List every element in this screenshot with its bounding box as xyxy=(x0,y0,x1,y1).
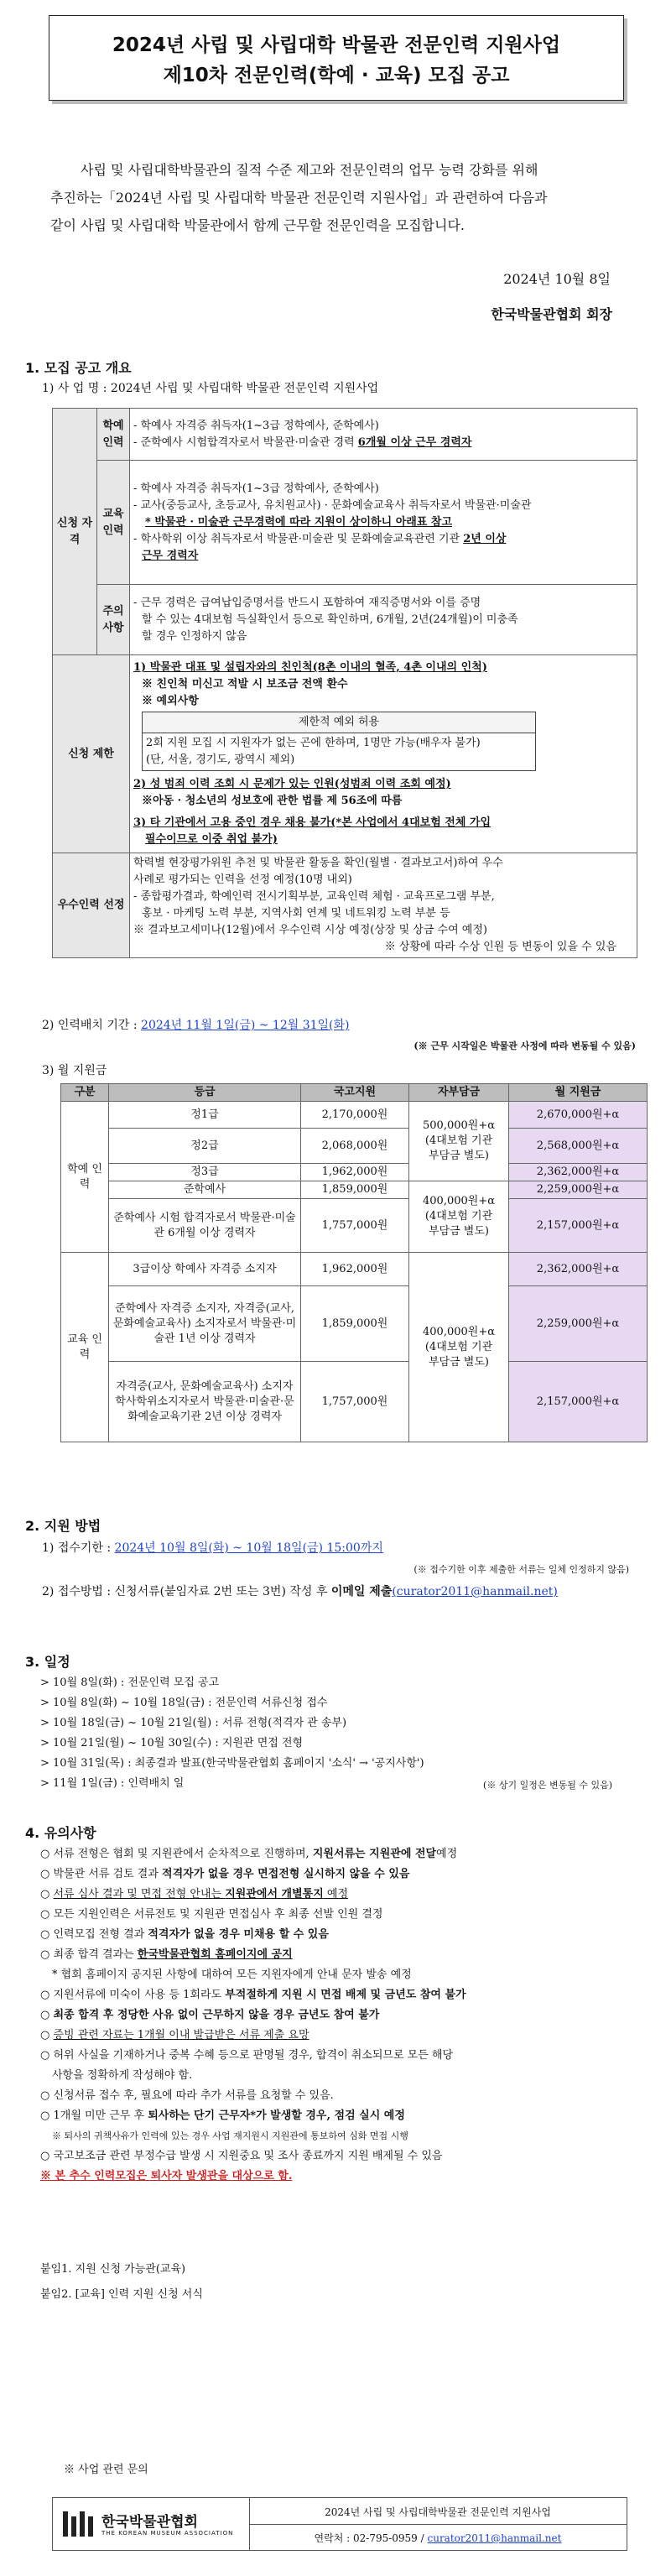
note-item: ○ 지원서류에 미숙이 사용 등 1회라도 부적절하게 지원 시 면접 배제 및 금년도 참여 불가 xyxy=(40,1989,466,2001)
limit-line: ※ 예외사항 xyxy=(142,695,199,707)
museum-logo xyxy=(60,2505,98,2543)
note-item: ※ 퇴사의 귀책사유가 인력에 있는 경우 사업 재지원시 지원관에 통보하여 심화 면접 시행 xyxy=(52,2130,408,2141)
note-label: 주의 사항 xyxy=(97,585,130,655)
intro-line: 같이 사립 및 사립대학 박물관에서 함께 근무할 전문인력을 모집합니다. xyxy=(50,217,465,233)
schedule-item: > 10월 31일(목) : 최종결과 발표(한국박물관협회 홈페이지 '소식' → '공지사항') xyxy=(40,1757,424,1770)
total-cell: 2,259,000원+α xyxy=(509,1286,648,1362)
group-label: 학예 인력 xyxy=(61,1102,109,1253)
org-name: 한국박물관협회 xyxy=(101,2514,198,2531)
total-cell: 2,157,000원+α xyxy=(509,1199,648,1253)
assignment-period: 2) 인력배치 기간 : 2024년 11월 1일(금) ~ 12월 31일(화) xyxy=(42,1019,350,1032)
self-pay-cell: 400,000원+α (4대보험 기관 부담금 별도) xyxy=(409,1181,509,1253)
gov-cell: 1,859,000원 xyxy=(301,1181,409,1199)
grade-cell: 3급이상 학예사 자격증 소지자 xyxy=(109,1253,301,1286)
schedule-item: > 10월 18일(금) ~ 10월 21일(월) : 서류 전형(적격자 관 송부) xyxy=(40,1717,347,1729)
project-title: 2024년 사립 및 사립대학박물관 전문인력 지원사업 xyxy=(325,2506,551,2518)
org-name-en: THE KOREAN MUSEUM ASSOCIATION xyxy=(101,2530,234,2537)
note-item: ○ 모든 지원인력은 서류전토 및 지원관 면접심사 후 최종 선발 인원 결정 xyxy=(40,1908,383,1921)
deadline: 1) 접수기한 : 2024년 10월 8일(화) ~ 10월 18일(금) 15:00까지 xyxy=(42,1541,383,1555)
note-item: ○ 국고보조금 관련 부정수급 발생 시 지원중요 및 조사 종료까지 지원 배제될 수 있음 xyxy=(40,2150,443,2162)
exception-body: 2회 지원 모집 시 지원자가 없는 곤에 한하며, 1명만 가능(배우자 불가) (단, 서울, 경기도, 광역시 제외) xyxy=(143,733,536,771)
schedule-item: > 10월 8일(화) : 전문인력 모집 공고 xyxy=(40,1676,220,1689)
contact-label: ※ 사업 관련 문의 xyxy=(64,2464,148,2476)
grade-cell: 정2급 xyxy=(109,1129,301,1164)
col-header: 월 지원금 xyxy=(509,1084,648,1102)
gov-cell: 1,962,000원 xyxy=(301,1164,409,1181)
total-cell: 2,568,000원+α xyxy=(509,1129,648,1164)
title-line-1: 2024년 사립 및 사립대학 박물관 전문인력 지원사업 xyxy=(112,34,561,56)
contact-box xyxy=(52,2497,627,2551)
edu-line: 근무 경력자 xyxy=(142,549,199,562)
title-box xyxy=(49,15,624,101)
exception-box xyxy=(142,712,536,771)
self-pay-cell: 500,000원+α (4대보험 기관 부담금 별도) xyxy=(409,1102,509,1181)
grade-cell: 준학예사 xyxy=(109,1181,301,1199)
grade-cell: 정3급 xyxy=(109,1164,301,1181)
schedule-list xyxy=(40,1673,424,1794)
schedule-note: (※ 상기 일정은 변동될 수 있음) xyxy=(483,1780,612,1791)
pref-line: 사례로 평가되는 인력을 선정 예정(10명 내외) xyxy=(133,873,352,886)
attachment-2: 붙임2. [교육] 인력 지원 신청 서식 xyxy=(40,2288,203,2301)
note-item: ○ 서류 전형은 협회 및 지원관에서 순차적으로 진행하며, 지원서류는 지원관에 전달예정 xyxy=(40,1848,458,1860)
title-line-2: 제10차 전문인력(학예 · 교육) 모집 공고 xyxy=(163,65,510,86)
eligibility-table xyxy=(52,408,637,958)
note-item: ○ 최종 합격 후 정당한 사유 없이 근무하지 않을 경우 금년도 참여 불가 xyxy=(40,2009,380,2021)
total-cell: 2,259,000원+α xyxy=(509,1181,648,1199)
hakye-cell xyxy=(130,409,637,461)
col-header: 구분 xyxy=(61,1084,109,1102)
pref-line: 학력별 현장평가위원 추천 및 박물관 활동을 확인(월별 · 결과보고서)하여 우수 xyxy=(133,857,503,869)
grade-cell: 자격증(교사, 문화예술교육사) 소지자 학사학위소지자로서 박물관·미술관·문화예술교육기관 2년 이상 경력자 xyxy=(109,1362,301,1442)
note-item: ○ 허위 사실을 기재하거나 중복 수혜 등으로 판명될 경우, 합격이 취소되므로 모든 해당 xyxy=(40,2049,454,2062)
deadline-note: (※ 접수기한 이후 제출한 서류는 일체 인정하지 않음) xyxy=(414,1564,629,1575)
note-line: 할 수 있는 4대보험 득실확인서 등으로 확인하며, 6개월, 2년(24개월)이 미충족 xyxy=(142,613,518,626)
total-cell: 2,362,000원+α xyxy=(509,1253,648,1286)
note-item: * 협회 홈페이지 공지된 사항에 대하여 모든 지원자에게 안내 문자 발송 예정 xyxy=(52,1969,412,1981)
edu-label: 교육 인력 xyxy=(97,461,130,585)
limit-line: 3) 타 기관에서 고용 중인 경우 채용 불가(*본 사업에서 4대보험 전체 가입 xyxy=(133,816,492,829)
edu-cell xyxy=(130,461,637,585)
grade-cell: 준학예사 시험 합격자로서 박물관·미술관 6개월 이상 경력자 xyxy=(109,1199,301,1253)
exception-head: 제한적 예외 허용 xyxy=(143,712,536,733)
self-pay-cell: 400,000원+α (4대보험 기관 부담금 별도) xyxy=(409,1253,509,1442)
contact-email-link[interactable]: curator2011@hanmail.net xyxy=(427,2532,562,2544)
note-item: ※ 본 추수 인력모집은 퇴사자 발생관을 대상으로 함. xyxy=(40,2170,293,2182)
schedule-item: > 11월 1일(금) : 인력배치 일 xyxy=(40,1777,185,1790)
hakye-line: - 학예사 자격증 취득자(1~3급 정학예사, 준학예사) xyxy=(133,419,379,432)
attachment-1: 붙임1. 지원 신청 가능관(교육) xyxy=(40,2263,186,2276)
limit-cell xyxy=(130,655,637,853)
wage-table xyxy=(60,1083,648,1442)
section-2-heading: 2. 지원 방법 xyxy=(25,1518,101,1534)
col-header: 자부담금 xyxy=(409,1084,509,1102)
schedule-item: > 10월 21일(월) ~ 10월 30일(수) : 지원관 면접 전형 xyxy=(40,1737,304,1749)
contact-line: 연락처 : 02-795-0959 / curator2011@hanmail.net xyxy=(314,2532,562,2544)
pref-line: 홍보 · 마케팅 노력 부분, 지역사회 연계 및 네트워킹 노력 부분 등 xyxy=(142,907,450,920)
limit-label: 신청 제한 xyxy=(53,655,130,853)
gov-cell: 2,068,000원 xyxy=(301,1129,409,1164)
total-cell: 2,362,000원+α xyxy=(509,1164,648,1181)
qual-label: 신청 자격 xyxy=(53,409,97,655)
pref-label: 우수인력 선정 xyxy=(53,853,130,958)
section-1-heading: 1. 모집 공고 개요 xyxy=(25,360,132,376)
note-item: ○ 박물관 서류 검토 결과 적격자가 없을 경우 면접전형 실시하지 않을 수 있음 xyxy=(40,1868,410,1880)
intro-paragraph xyxy=(50,156,626,239)
hakye-label: 학예 인력 xyxy=(97,409,130,461)
attachments xyxy=(40,2257,203,2307)
intro-line: 추진하는「2024년 사립 및 사립대학 박물관 전문인력 지원사업」과 관련하여 다음과 xyxy=(50,190,548,206)
signer: 한국박물관협회 회장 xyxy=(491,306,612,322)
divider xyxy=(249,2524,627,2525)
gov-cell: 2,170,000원 xyxy=(301,1102,409,1129)
edu-line: - 학사학위 이상 취득자로서 박물관·미술관 및 문화예술교육관련 기관 2년 이상 xyxy=(133,532,507,545)
group-label: 교육 인력 xyxy=(61,1253,109,1442)
note-item: ○ 증빙 관련 자료는 1개월 이내 발급받은 서류 제출 요망 xyxy=(40,2029,309,2042)
pref-cell xyxy=(130,853,637,958)
note-line: 할 경우 인정하지 않음 xyxy=(142,629,247,643)
section-4-heading: 4. 유의사항 xyxy=(25,1825,96,1841)
col-header: 등급 xyxy=(109,1084,301,1102)
total-cell: 2,157,000원+α xyxy=(509,1362,648,1442)
intro-line: 사립 및 사립대학박물관의 질적 수준 제고와 전문인력의 업무 능력 강화를 위해 xyxy=(81,162,538,178)
pref-line: ※ 결과보고세미나(12월)에서 우수인력 시상 예정(상장 및 상금 수여 예정) xyxy=(133,924,487,936)
notes-list xyxy=(40,1844,644,2187)
note-item: ○ 최종 합격 결과는 한국박물관협회 홈페이지에 공지 xyxy=(40,1948,293,1961)
edu-line: * 박물관 · 미술관 근무경력에 따라 지원이 상이하니 아래표 참고 xyxy=(145,515,453,529)
section-3-heading: 3. 일정 xyxy=(25,1654,70,1670)
note-item: ○ 인력모집 전형 결과 적격자가 없을 경우 미채용 할 수 있음 xyxy=(40,1928,329,1941)
grade-cell: 정1급 xyxy=(109,1102,301,1129)
limit-line: ※ 친인척 미신고 적발 시 보조금 전액 환수 xyxy=(142,678,348,691)
project-name: 1) 사 업 명 : 2024년 사립 및 사립대학 박물관 전문인력 지원사업 xyxy=(42,382,379,395)
pref-line: ※ 상황에 따라 수상 인원 등 변동이 있을 수 있음 xyxy=(384,941,616,953)
hakye-line: - 준학예사 시험합격자로서 박물관·미술관 경력 6개월 이상 근무 경력자 xyxy=(133,435,472,449)
note-item: 사항을 정확하게 작성해야 함. xyxy=(52,2069,193,2082)
note-item: ○ 신청서류 접수 후, 필요에 따라 추가 서류를 요청할 수 있음. xyxy=(40,2089,334,2102)
edu-line: - 학예사 자격증 취득자(1~3급 정학예사, 준학예사) xyxy=(133,482,379,495)
submit-method: 2) 접수방법 : 신청서류(붙임자료 2번 또는 3번) 작성 후 이메일 제출(curator2011@hanmail.net) xyxy=(42,1585,558,1598)
assignment-note: (※ 근무 시작일은 박물관 사정에 따라 변동될 수 있음) xyxy=(414,1040,636,1051)
note-item: ○ 서류 심사 결과 및 면접 전형 안내는 지원관에서 개별통지 예정 xyxy=(40,1888,349,1901)
gov-cell: 1,757,000원 xyxy=(301,1362,409,1442)
schedule-item: > 10월 8일(화) ~ 10월 18일(금) : 전문인력 서류신청 접수 xyxy=(40,1697,328,1709)
note-cell xyxy=(130,585,637,655)
limit-line: 2) 성 범죄 이력 조회 시 문제가 있는 인원(성범죄 이력 조회 예정) xyxy=(133,778,451,790)
gov-cell: 1,757,000원 xyxy=(301,1199,409,1253)
col-header: 국고지원 xyxy=(301,1084,409,1102)
total-cell: 2,670,000원+α xyxy=(509,1102,648,1129)
monthly-support-label: 3) 월 지원금 xyxy=(42,1064,107,1077)
notice-date: 2024년 10월 8일 xyxy=(503,271,611,287)
note-item: ○ 1개월 미만 근무 후 퇴사하는 단기 근무자*가 발생할 경우, 점검 실시 예정 xyxy=(40,2109,405,2122)
grade-cell: 준학예사 자격증 소지자, 자격증(교사, 문화예술교육사) 소지자로서 박물관·미술관 1년 이상 경력자 xyxy=(109,1286,301,1362)
gov-cell: 1,859,000원 xyxy=(301,1286,409,1362)
note-line: - 근무 경력은 급여납입증명서를 반드시 포함하여 재직증명서와 이를 증명 xyxy=(133,596,481,609)
limit-line: 필수이므로 이중 취업 불가) xyxy=(145,833,278,846)
limit-line: ※아동 · 청소년의 성보호에 관한 법률 제 56조에 따름 xyxy=(142,795,403,807)
gov-cell: 1,962,000원 xyxy=(301,1253,409,1286)
limit-line: 1) 박물관 대표 및 설립자와의 친인척(8촌 이내의 혈족, 4촌 이내의 인척) xyxy=(133,661,487,674)
edu-line: - 교사(중등교사, 초등교사, 유치원교사) · 문화예술교육사 취득자로서 박물관·미술관 xyxy=(133,498,532,512)
pref-line: - 종합평가결과, 학예인력 전시기획부분, 교육인력 체험 · 교육프로그램 부분, xyxy=(133,890,495,903)
submit-email-link[interactable]: (curator2011@hanmail.net) xyxy=(392,1585,558,1598)
